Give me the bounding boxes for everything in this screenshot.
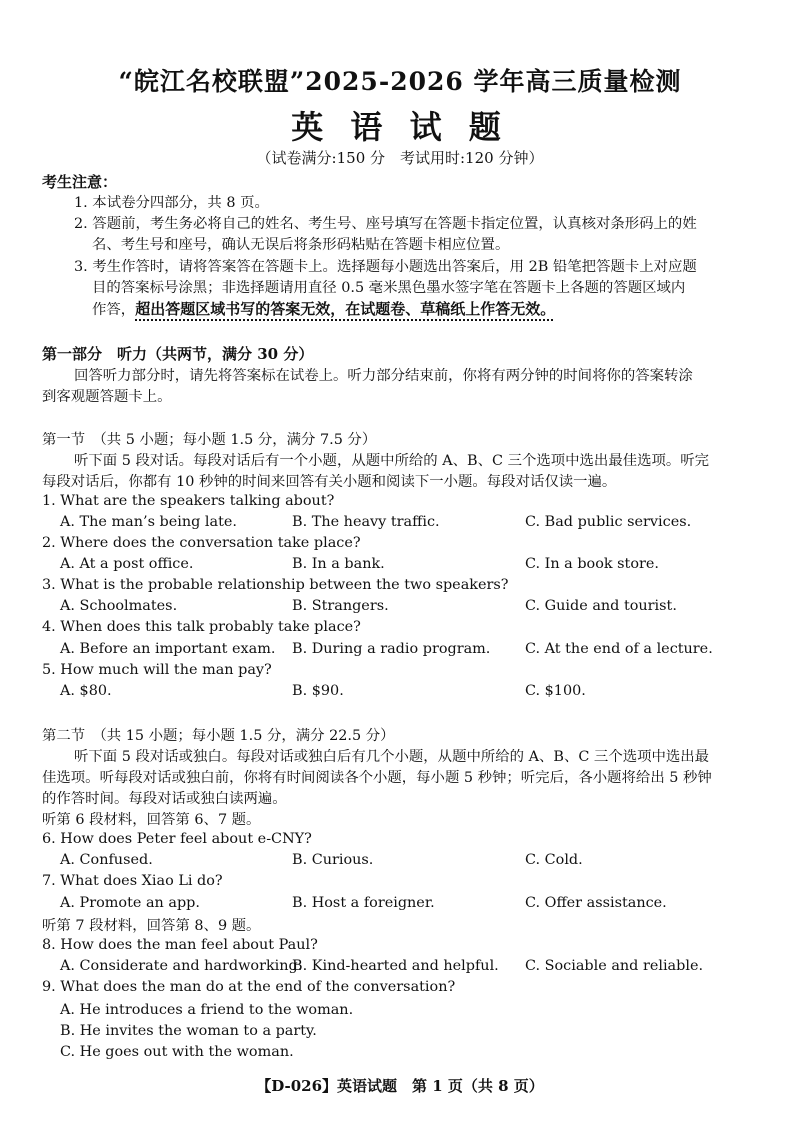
question-1-options <box>60 514 760 534</box>
question-9-option-a: A. He introduces a friend to the woman. <box>60 1002 354 1018</box>
material-6-instruction: 听第 6 段材料，回答第 6、7 题。 <box>42 812 261 828</box>
exam-subtitle: “皖江名校联盟”2025-2026 学年高三质量检测 <box>118 67 682 96</box>
section2-intro-line-2: 佳选项。听每段对话或独白前，你将有时间阅读各个小题，每小题 5 秒钟；听完后，各小题将给出 5 秒钟 <box>42 770 712 786</box>
notice-item-3-line-2: 目的答案标号涂黑；非选择题请用直径 0.5 毫米黑色墨水签字笔在答题卡上各题的答题区域内 <box>92 280 686 296</box>
question-5-option-c: C. $100. <box>525 683 586 699</box>
question-3: 3. What is the probable relationship between the two speakers? <box>42 577 509 593</box>
question-6: 6. How does Peter feel about e-CNY? <box>42 831 312 847</box>
question-8-option-a: A. Considerate and hardworking. <box>60 958 303 974</box>
section2-intro-line-3: 的作答时间。每段对话或独白读两遍。 <box>42 791 287 807</box>
question-4-option-a: A. Before an important exam. <box>60 641 276 657</box>
question-9-option-c: C. He goes out with the woman. <box>60 1044 294 1060</box>
question-5-options <box>60 683 760 703</box>
notice-emphasis: 超出答题区域书写的答案无效，在试题卷、草稿纸上作答无效。 <box>135 300 556 318</box>
question-9: 9. What does the man do at the end of the conversation? <box>42 979 456 995</box>
question-8: 8. How does the man feel about Paul? <box>42 937 318 953</box>
notice-item-2-line-2: 名、考生号和座号，确认无误后将条形码粘贴在答题卡相应位置。 <box>92 237 510 253</box>
question-9-option-b: B. He invites the woman to a party. <box>60 1023 317 1039</box>
exam-title: 英 语 试 题 <box>291 108 509 146</box>
question-3-option-b: B. Strangers. <box>292 598 389 614</box>
question-6-option-a: A. Confused. <box>60 852 153 868</box>
question-7: 7. What does Xiao Li do? <box>42 873 223 889</box>
question-5-option-b: B. $90. <box>292 683 344 699</box>
part1-heading: 第一部分 听力（共两节，满分 30 分） <box>42 345 314 363</box>
section1-intro-line-2: 每段对话后，你都有 10 秒钟的时间来回答有关小题和阅读下一小题。每段对话仅读一遍。 <box>42 474 617 490</box>
question-2: 2. Where does the conversation take place? <box>42 535 361 551</box>
section1-intro-line-1: 听下面 5 段对话。每段对话后有一个小题，从题中所给的 A、B、C 三个选项中选出最佳选项。听完 <box>74 453 710 469</box>
question-3-option-a: A. Schoolmates. <box>60 598 178 614</box>
question-3-options <box>60 598 760 618</box>
notice-item-1: 1. 本试卷分四部分，共 8 页。 <box>74 195 269 211</box>
question-4-option-b: B. During a radio program. <box>292 641 491 657</box>
notice-heading: 考生注意： <box>42 173 118 191</box>
exam-meta: （试卷满分:150 分 考试用时:120 分钟） <box>256 149 544 167</box>
question-8-option-c: C. Sociable and reliable. <box>525 958 704 974</box>
question-1-option-a: A. The man’s being late. <box>60 514 237 530</box>
page-footer: 【D-026】英语试题 第 1 页（共 8 页） <box>256 1077 544 1095</box>
question-2-options <box>60 556 760 576</box>
section2-heading: 第二节 （共 15 小题；每小题 1.5 分，满分 22.5 分） <box>42 728 395 744</box>
question-5: 5. How much will the man pay? <box>42 662 272 678</box>
notice-item-3-line-3-start: 作答， <box>92 302 136 318</box>
question-4: 4. When does this talk probably take place? <box>42 619 361 635</box>
question-7-options <box>60 895 760 915</box>
question-6-option-b: B. Curious. <box>292 852 374 868</box>
question-4-options <box>60 641 760 661</box>
question-8-option-b: B. Kind-hearted and helpful. <box>292 958 499 974</box>
part1-intro-line-1: 回答听力部分时，请先将答案标在试卷上。听力部分结束前，你将有两分钟的时间将你的答案转涂 <box>74 368 693 384</box>
question-7-option-c: C. Offer assistance. <box>525 895 667 911</box>
question-4-option-c: C. At the end of a lecture. <box>525 641 713 657</box>
question-7-option-b: B. Host a foreigner. <box>292 895 435 911</box>
material-7-instruction: 听第 7 段材料，回答第 8、9 题。 <box>42 918 261 934</box>
question-1-option-c: C. Bad public services. <box>525 514 692 530</box>
question-2-option-a: A. At a post office. <box>60 556 194 572</box>
question-5-option-a: A. $80. <box>60 683 112 699</box>
question-8-options <box>60 958 760 978</box>
question-3-option-c: C. Guide and tourist. <box>525 598 677 614</box>
question-2-option-b: B. In a bank. <box>292 556 385 572</box>
question-7-option-a: A. Promote an app. <box>60 895 200 911</box>
notice-item-2-line-1: 2. 答题前，考生务必将自己的姓名、考生号、座号填写在答题卡指定位置，认真核对条形码上的姓 <box>74 216 697 232</box>
part1-intro-line-2: 到客观题答题卡上。 <box>42 389 172 405</box>
question-1-option-b: B. The heavy traffic. <box>292 514 440 530</box>
question-6-option-c: C. Cold. <box>525 852 583 868</box>
question-2-option-c: C. In a book store. <box>525 556 659 572</box>
question-6-options <box>60 852 760 872</box>
section2-intro-line-1: 听下面 5 段对话或独白。每段对话或独白后有几个小题，从题中所给的 A、B、C 三个选项中选出最 <box>74 749 710 765</box>
notice-item-3-line-3 <box>92 299 555 321</box>
section1-heading: 第一节 （共 5 小题；每小题 1.5 分，满分 7.5 分） <box>42 432 377 448</box>
question-1: 1. What are the speakers talking about? <box>42 493 335 509</box>
notice-item-3-line-1: 3. 考生作答时，请将答案答在答题卡上。选择题每小题选出答案后，用 2B 铅笔把答题卡上对应题 <box>74 259 697 275</box>
